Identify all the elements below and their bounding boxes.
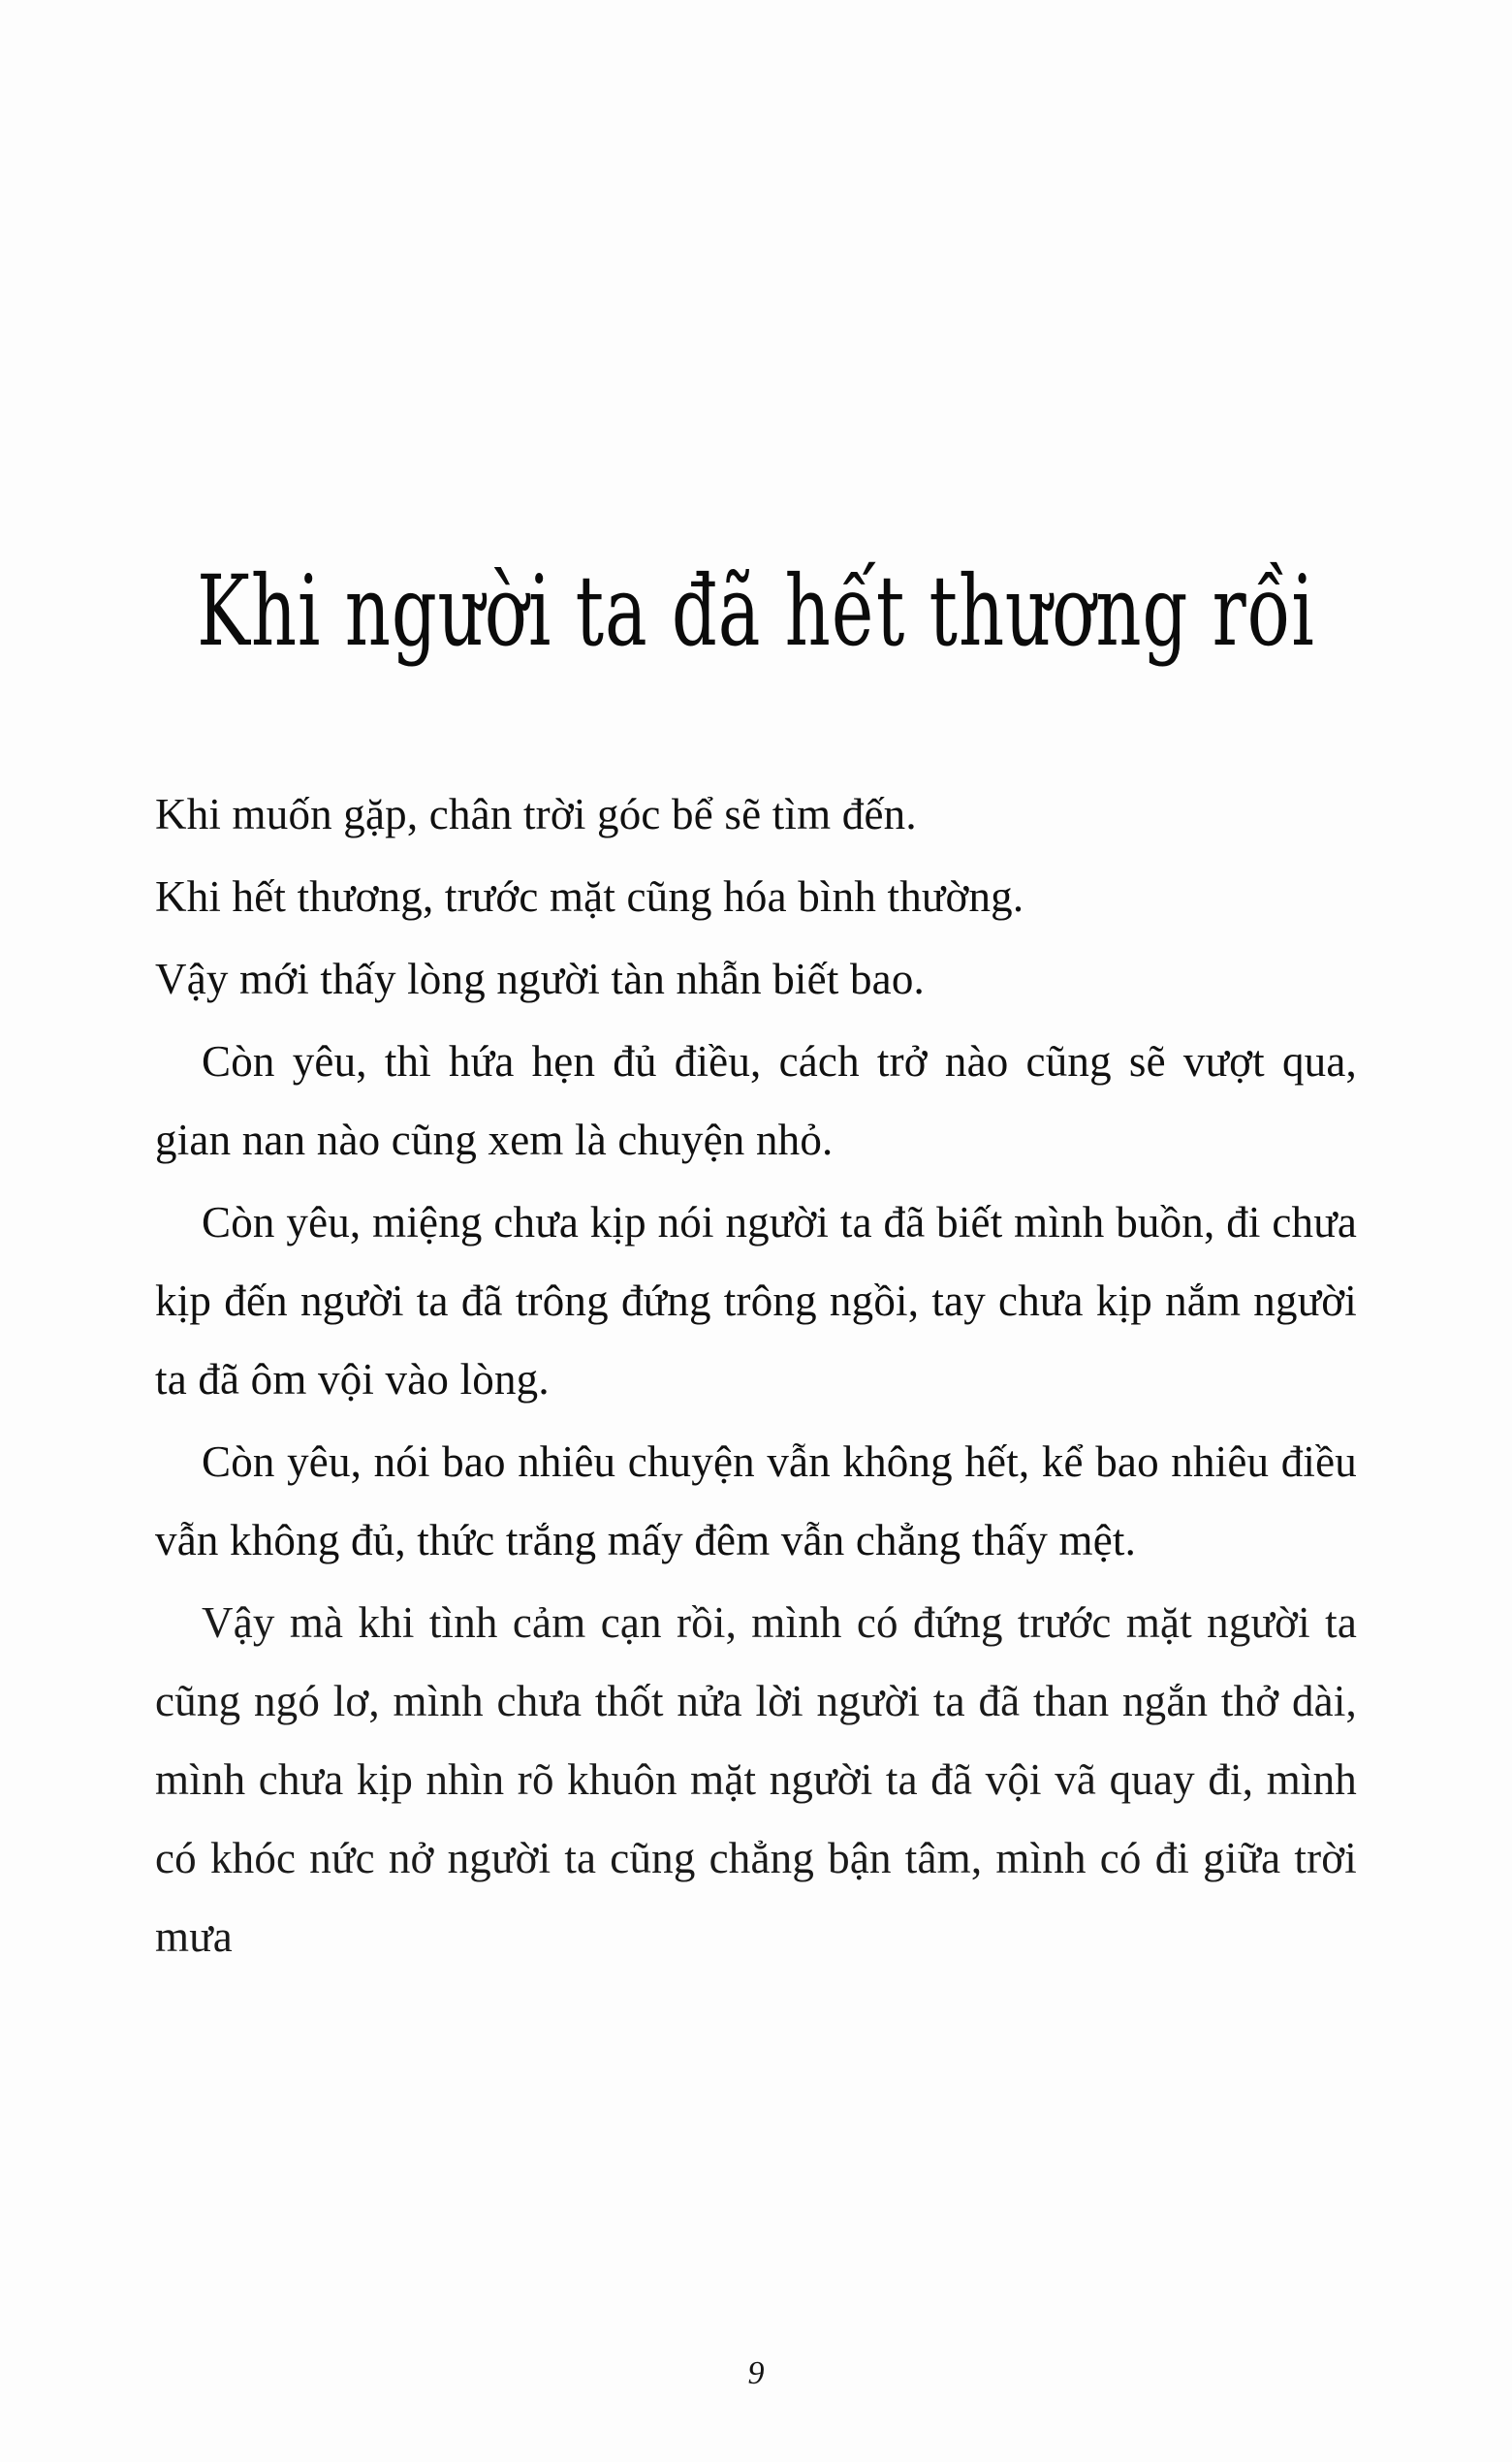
paragraph-1: Khi muốn gặp, chân trời góc bể sẽ tìm đến.: [155, 790, 917, 838]
paragraph-4: Còn yêu, thì hứa hẹn đủ điều, cách trở nào cũng sẽ vượt qua, gian nan nào cũng xem là chuyện nhỏ.: [155, 1037, 1357, 1164]
paragraph-3: Vậy mới thấy lòng người tàn nhẫn biết bao.: [155, 955, 925, 1003]
page-number: 9: [747, 2355, 765, 2391]
paragraph-6: Còn yêu, nói bao nhiêu chuyện vẫn không hết, kể bao nhiêu điều vẫn không đủ, thức trắng mấy đêm vẫn chẳng thấy mệt.: [155, 1437, 1357, 1564]
body-text: [155, 775, 1357, 1980]
paragraph-7: Vậy mà khi tình cảm cạn rồi, mình có đứng trước mặt người ta cũng ngó lơ, mình chưa thốt nửa lời người ta đã than ngắn thở dài, mình chưa kịp nhìn rõ khuôn mặt người ta đã vội vã quay đi, mình có khóc nức nở người ta cũng chẳng bận tâm, mình có đi giữa trời mưa: [155, 1598, 1357, 1961]
paragraph-2: Khi hết thương, trước mặt cũng hóa bình thường.: [155, 872, 1024, 921]
paragraph-5: Còn yêu, miệng chưa kịp nói người ta đã biết mình buồn, đi chưa kịp đến người ta đã trông đứng trông ngồi, tay chưa kịp nắm người ta đã ôm vội vào lòng.: [155, 1198, 1357, 1404]
page-content: [136, 0, 1376, 2462]
chapter-title: Khi người ta đã hết thương rồi: [197, 556, 1315, 669]
